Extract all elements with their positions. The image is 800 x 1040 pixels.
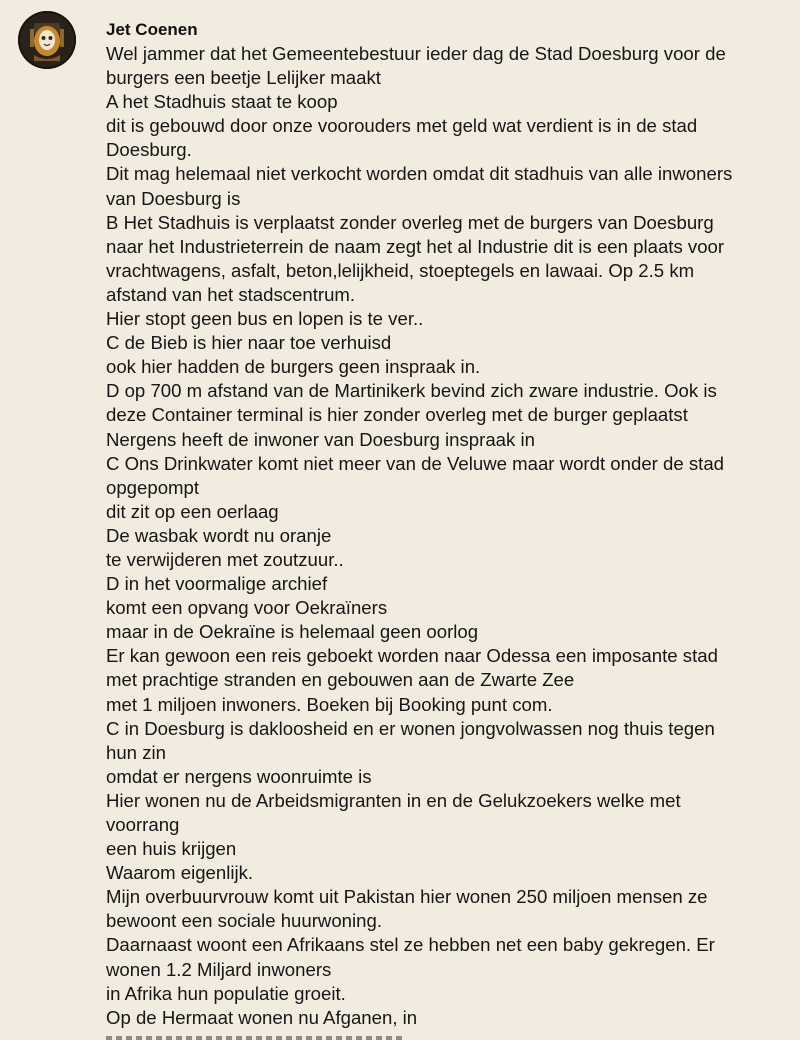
comment-text-line: maar in de Oekraïne is helemaal geen oorlog: [106, 621, 479, 643]
comment-text-line: wonen 1.2 Miljard inwoners: [106, 958, 332, 980]
comment-text-line: Er kan gewoon een reis geboekt worden naar Odessa een imposante stad: [106, 645, 718, 667]
comment-text-line: Op de Hermaat wonen nu Afganen, in: [106, 1006, 418, 1028]
comment-text-line: Hier wonen nu de Arbeidsmigranten in en de Gelukzoekers welke met: [106, 789, 681, 811]
comment-text-line: voorrang: [106, 814, 180, 835]
comment-text: [106, 42, 786, 1030]
comment-text-line: burgers een beetje Lelijker maakt: [106, 67, 381, 89]
comment-text-line: C de Bieb is hier naar toe verhuisd: [106, 332, 392, 354]
comment-text-line: deze Container terminal is hier zonder overleg met de burger geplaatst: [106, 404, 688, 426]
comment-text-line: D in het voormalige archief: [106, 573, 328, 595]
comment-text-line: Dit mag helemaal niet verkocht worden omdat dit stadhuis van alle inwoners: [106, 163, 733, 185]
comment-text-line: omdat er nergens woonruimte is: [106, 765, 372, 787]
comment-text-line: opgepompt: [106, 476, 200, 498]
comment-text-line: bewoont een sociale huurwoning.: [106, 910, 383, 932]
cut-off-text-line: [0, 1032, 800, 1040]
comment-text-line: vrachtwagens, asfalt, beton,lelijkheid, stoeptegels en lawaai. Op 2.5 km: [106, 259, 695, 281]
comment-text-line: A het Stadhuis staat te koop: [106, 91, 338, 113]
comment-text-line: te verwijderen met zoutzuur..: [106, 548, 344, 570]
comment-text-line: Waarom eigenlijk.: [106, 862, 254, 884]
avatar[interactable]: [18, 11, 76, 69]
comment-text-line: C Ons Drinkwater komt niet meer van de Veluwe maar wordt onder de stad: [106, 452, 725, 474]
comment-text-line: B Het Stadhuis is verplaatst zonder overleg met de burgers van Doesburg: [106, 211, 714, 233]
author-name[interactable]: Jet Coenen: [106, 20, 198, 39]
comment-text-line: Nergens heeft de inwoner van Doesburg inspraak in: [106, 428, 535, 450]
comment-text-line: in Afrika hun populatie groeit.: [106, 982, 346, 1004]
comment-text-line: Daarnaast woont een Afrikaans stel ze hebben net een baby gekregen. Er: [106, 934, 715, 956]
comment-text-line: C in Doesburg is dakloosheid en er wonen jongvolwassen nog thuis tegen: [106, 717, 715, 739]
comment-text-line: dit is gebouwd door onze voorouders met geld wat verdient is in de stad: [106, 115, 698, 137]
comment-text-line: De wasbak wordt nu oranje: [106, 524, 332, 546]
comment-text-line: Wel jammer dat het Gemeentebestuur ieder dag de Stad Doesburg voor de: [106, 43, 726, 64]
comment-text-line: Hier stopt geen bus en lopen is te ver..: [106, 308, 424, 330]
comment-text-line: Mijn overbuurvrouw komt uit Pakistan hier wonen 250 miljoen mensen ze: [106, 886, 708, 908]
comment-text-line: met prachtige stranden en gebouwen aan de Zwarte Zee: [106, 669, 575, 691]
comment-text-line: D op 700 m afstand van de Martinikerk bevind zich zware industrie. Ook is: [106, 380, 717, 402]
comment-text-line: hun zin: [106, 741, 166, 763]
comment-text-line: ook hier hadden de burgers geen inspraak in.: [106, 356, 481, 378]
comment-text-line: met 1 miljoen inwoners. Boeken bij Booking punt com.: [106, 693, 553, 715]
comment-text-line: een huis krijgen: [106, 838, 237, 860]
profile-photo-icon: [18, 11, 76, 69]
comment-text-line: dit zit op een oerlaag: [106, 500, 279, 522]
comment-text-line: komt een opvang voor Oekraïners: [106, 597, 388, 619]
comment-text-line: van Doesburg is: [106, 187, 241, 209]
comment-text-line: Doesburg.: [106, 139, 192, 161]
comment-text-line: afstand van het stadscentrum.: [106, 283, 356, 305]
comment-text-line: naar het Industrieterrein de naam zegt het al Industrie dit is een plaats voor: [106, 235, 725, 257]
